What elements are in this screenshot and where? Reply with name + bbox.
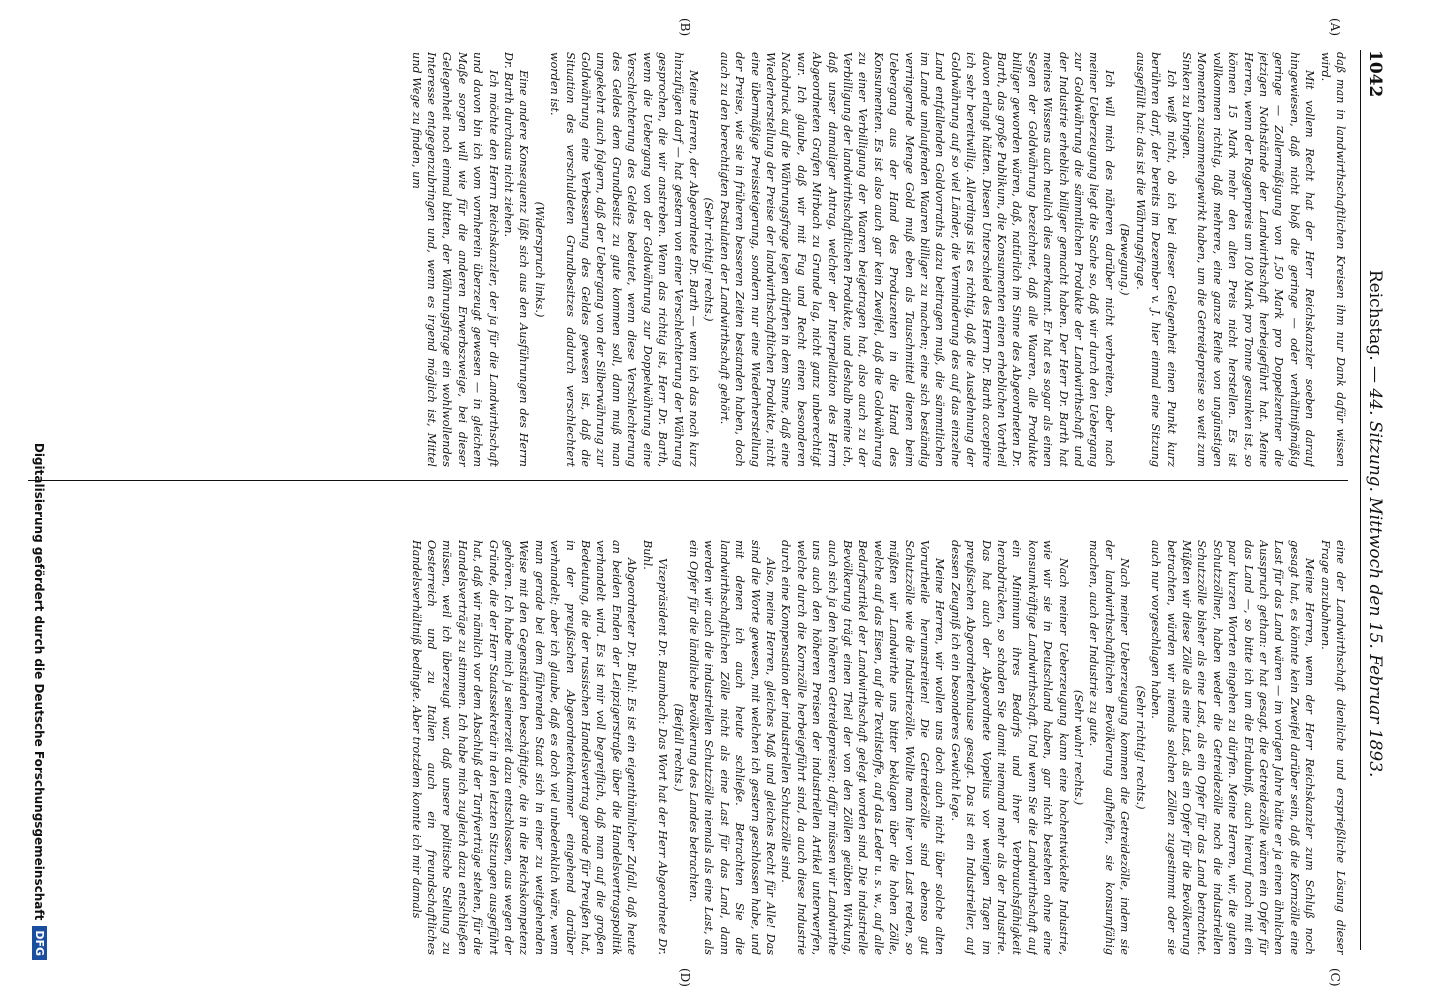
paragraph: Meine Herren, der Abgeordnete Dr. Barth — wenn ich das noch kurz hinzufügen darf — hat gestern von einer Verschlechterung der Währung gesprochen, die wir anstreben. Wenn das richtig ist, Herr Dr. Barth, wenn die Uebergang von der Goldwährung zur Doppelwährung eine Verschlechterung des Geldes bedeutet, wenn diese Verschlechterung des Geldes dem Grundbesitz zu gute kommen soll, dann muß man umgekehrt auch folgern, daß der Uebergang von der Silberwährung zur Goldwährung eine Verbesserung des Geldes gewesen ist, daß die Situation des verschuldeten Grundbesitzes dadurch verschlechtert worden ist.	[548, 52, 700, 467]
interjection: (Bewegung.)	[1118, 223, 1132, 296]
paragraph: Meine Herren, wir wollen uns doch auch nicht über solche alten Vorurtheile herumstreiten! Die Getreidezölle sind ebenso gut Schutzzölle wie die Industriezölle. Wollte man hier von Last reden, so müßten wir Landwirthe uns bitter beklagen über die hohen Zölle, welche auf das Eisen, auf die Textilstoffe, auf das Leder u. s. w., auf alle Bedarfsartikel der Landwirthschaft gelegt worden sind. Die industrielle Bevölkerung trägt einen Theil der von den Zöllen geübten Wirkung, auch sich ja den höheren Getreidepreisen; dafür müssen wir Landwirthe uns auch den höheren Preisen der industriellen Artikel unterwerfen, welche durch die Kornzölle herbeigeführt sind, da auch diese Industrie durch eine Kompensation der industriellen Schutzzölle sind.	[779, 540, 947, 955]
left-column	[30, 52, 1348, 467]
digitization-credit	[32, 40, 47, 960]
paragraph: Meine Herren, wenn der Herr Reichskanzler zum Schluß noch gesagt hat, es könnte kein Zweifel darüber sein, daß die Kornzölle eine Last für das Land wären — im vorigen Jahre hätte er ja einen ähnlichen Ausspruch gethan: er hat gesagt, die Getreidezölle wären ein Opfer für das Land —, so bitte ich um die Erlaubniß, auch hierauf noch mit ein paar kurzen Worten eingehen zu dürfen. Meine Herren, wir, die guten Schutzzöllner, haben weder die Getreidezölle noch die industriellen Schutzzölle bisher als eine Last, als ein Opfer für das Land betrachtet. Müßten wir diese Zölle als eine Last, als ein Opfer für die Bevölkerung betrachten, würden wir niemals solchen Zöllen zugestimmt oder sie auch nur vorgeschlagen haben.	[1149, 540, 1317, 955]
column-divider	[28, 480, 1348, 481]
paragraph: eine der Landwirthschaft dienliche und ersprießliche Lösung dieser Frage anzubahnen.	[1318, 540, 1347, 955]
interjection: (Widerspruch links.)	[532, 201, 546, 318]
interjection: (Sehr richtig! rechts.)	[1133, 685, 1147, 810]
right-column	[30, 540, 1348, 955]
paragraph: Eine andere Konsequenz läßt sich aus den Ausführungen des Herrn Dr. Barth durchaus nicht ziehen.	[502, 52, 531, 467]
paragraph: Ich möchte den Herrn Reichskanzler, der ja für die Landwirthschaft und davon bin ich vom vornherein überzeugt gewesen — in gleichem Maße sorgen will wie für die anderen Erwerbszweige, bei dieser Gelegenheit noch einmal bitten, der Währungsfrage ein wohlwollendes Interesse entgegenzubringen und, wenn es irgend möglich ist, Mittel und Wege zu finden, um	[409, 52, 500, 467]
header-left-title: Reichstag.	[1365, 269, 1385, 361]
paragraph: Mit vollem Recht hat der Herr Reichskanzler soeben darauf hingewiesen, daß nicht bloß die geringe — oder verhältnißmäßig geringe — Zollermäßigung von 1,50 Mark pro Doppelzentner die jetzigen Nothstände der Landwirthschaft herbeigeführt hat. Meine Herren, wenn der Roggenpreis um 100 Mark pro Tonne gesunken ist, so können 15 Mark mehr den alten Preis nicht herstellen. Es ist vollkommen richtig, daß mehrere, eine ganze Reihe von ungünstigen Momenten zusammengewirkt haben, um die Getreidepreise so weit zum Sinken zu bringen.	[1179, 52, 1317, 467]
margin-mark-d: (D)	[678, 968, 692, 987]
header-session: — 44. Sitzung. Mittwoch den 15. Februar 1893.	[1365, 366, 1385, 778]
paragraph: daß man in landwirthschaftlichen Kreisen ihm nur Dank dafür wissen wird.	[1318, 52, 1347, 467]
margin-mark-b: (B)	[678, 18, 692, 37]
margin-mark-a: (A)	[1328, 18, 1342, 37]
paragraph: Vizepräsident Dr. Baumbach: Das Wort hat der Herr Abgeordnete Dr. Buhl.	[640, 540, 670, 955]
interjection: (Sehr wahr! rechts.)	[1072, 689, 1086, 806]
page-number: 1042	[1365, 50, 1385, 98]
page-header	[1360, 50, 1400, 950]
margin-mark-c: (C)	[1328, 968, 1342, 987]
paragraph: Nach meiner Ueberzeugung kann eine hochentwickelte Industrie, wie wir sie in Deutschland haben, gar nicht bestehen ohne eine konsumkräftige Landwirthschaft. Und wenn Sie die Landwirthschaft auf ein Minimum ihres Bedarfs und ihrer Verbrauchsfähigkeit herabdrücken, so schaden Sie damit niemand mehr als der Industrie. Das hat auch der Abgeordnete Vopelius vor wenigen Tagen im preußischen Abgeordnetenhause gesagt. Das ist ein Industrieller, auf dessen Zeugniß ich ein besonderes Gewicht lege.	[948, 540, 1070, 955]
paragraph: Ich weiß nicht, ob ich bei dieser Gelegenheit einen Punkt kurz berühren darf, der bereits im Dezember v. J. hier einmal eine Sitzung ausgefüllt hat: das ist die Währungsfrage.	[1133, 52, 1178, 467]
paragraph: Also, meine Herren, gleiches Maß und gleiches Recht für Alle! Das sind die Worte gewesen, mit welchen ich gestern geschlossen habe, und mit denen ich auch heute schließe. Betrachten Sie die landwirthschaftlichen Zölle nicht als eine Last für das Land, dann werden wir auch die industriellen Schutzzölle niemals als eine Last, als ein Opfer für die ländliche Bevölkerung des Landes betrachten.	[686, 540, 777, 955]
paragraph: Ich will mich des näheren darüber nicht verbreiten, aber nach meiner Ueberzeugung liegt die Sache so, daß wir durch den Uebergang zur Goldwährung die sämmtlichen Produkte der Landwirthschaft und der Industrie erheblich billiger gemacht haben. Der Herr Dr. Barth hat meines Wissens auch neulich dies anerkannt. Er hat es sogar als einen Segen der Goldwährung bezeichnet, daß alle Waaren, alle Produkte billiger geworden wären, daß, natürlich im Sinne des Abgeordneten Dr. Barth, das große Publikum, die Konsumenten einen erheblichen Vortheil davon erlangt hätten. Diesen Unterschied des Herrn Dr. Barth acceptire ich sehr bereitwillig. Allerdings ist es richtig, daß die Ausdehnung der Goldwährung auf so viel Länder, die Verminderung des auf das einzelne Land entfallenden Goldvorraths dazu beitragen muß, die sämmtlichen im Lande umlaufenden Waaren billiger zu machen; eine sich beständig verringernde Menge Gold muß eben als Tauschmittel dienen beim Uebergang aus der Hand des Produzenten in die Hand des Konsumenten. Es ist also auch gar kein Zweifel, daß die Goldwährung zu einer Verbilligung der Waaren beigetragen hat, also auch zu der Verbilligung der landwirthschaftlichen Produkte, und deshalb meine ich, daß unser damaliger Antrag, welcher der Interpellation des Herrn Abgeordneten Grafen Mirbach zu Grunde lag, nicht ganz unberechtigt war. Ich glaube, daß wir mit Fug und Recht einen besonderen Nachdruck auf die Währungsfrage legen dürften in dem Sinne, daß eine Wiederherstellung der Preise der landwirthschaftlichen Produkte, nicht eine übermäßige Preissteigerung, sondern nur eine Wiederherstellung der Preise, wie sie in früheren besseren Zeiten bestanden haben, doch auch zu den berechtigten Postulaten der Landwirthschaft gehört.	[717, 52, 1116, 467]
paragraph: Abgeordneter Dr. Buhl: Es ist ein eigenthümlicher Zufall, daß heute an beiden Enden der Leipzigerstraße über die Handelsvertragspolitik verhandelt wird. Es ist mir voll begreiflich, daß man auf die großen Bedeutung, die der russischen Handelsvertrag gerade für Preußen hat, in der preußischen Abgeordnetenkammer eingehend darüber verhandelt; aber ich glaube, daß es doch viel unbedenklich wäre, wenn man gerade bei dem führenden Staat sich in einer zu weitgehenden Weise mit den Gegenständen beschäftigte, die in die Reichskompetenz gehören. Ich habe mich ja seinerzeit dazu entschlossen, aus wegen der Gründe, die der Herr Staatssekretär in den letzten Sitzungen ausgeführt hat, daß wir nämlich vor dem Abschluß der Tarifverträge stehen, für die Handelsverträge zu stimmen. Ich habe mich zugleich dazu entschließen müssen, weil ich überzeugt war, daß unsere politische Stellung zu Oesterreich und zu Italien auch ein freundschaftliches Handelsverhältniß bedingte. Aber trotzdem konnte ich mir damals	[409, 540, 639, 955]
interjection: (Sehr richtig! rechts.)	[702, 197, 716, 322]
paragraph: Nach meiner Ueberzeugung kommen die Getreidezölle, indem sie der landwirthschaftlichen Bevölkerung aufhelfen, sie konsumfähig machen, auch der Industrie zu gute.	[1087, 540, 1132, 955]
interjection: (Beifall rechts.)	[671, 703, 685, 792]
dfg-logo: DFG	[32, 926, 47, 960]
credit-text: Digitalisierung gefördert durch die Deutsche Forschungsgemeinschaft	[32, 442, 47, 921]
header-title	[1365, 270, 1385, 778]
